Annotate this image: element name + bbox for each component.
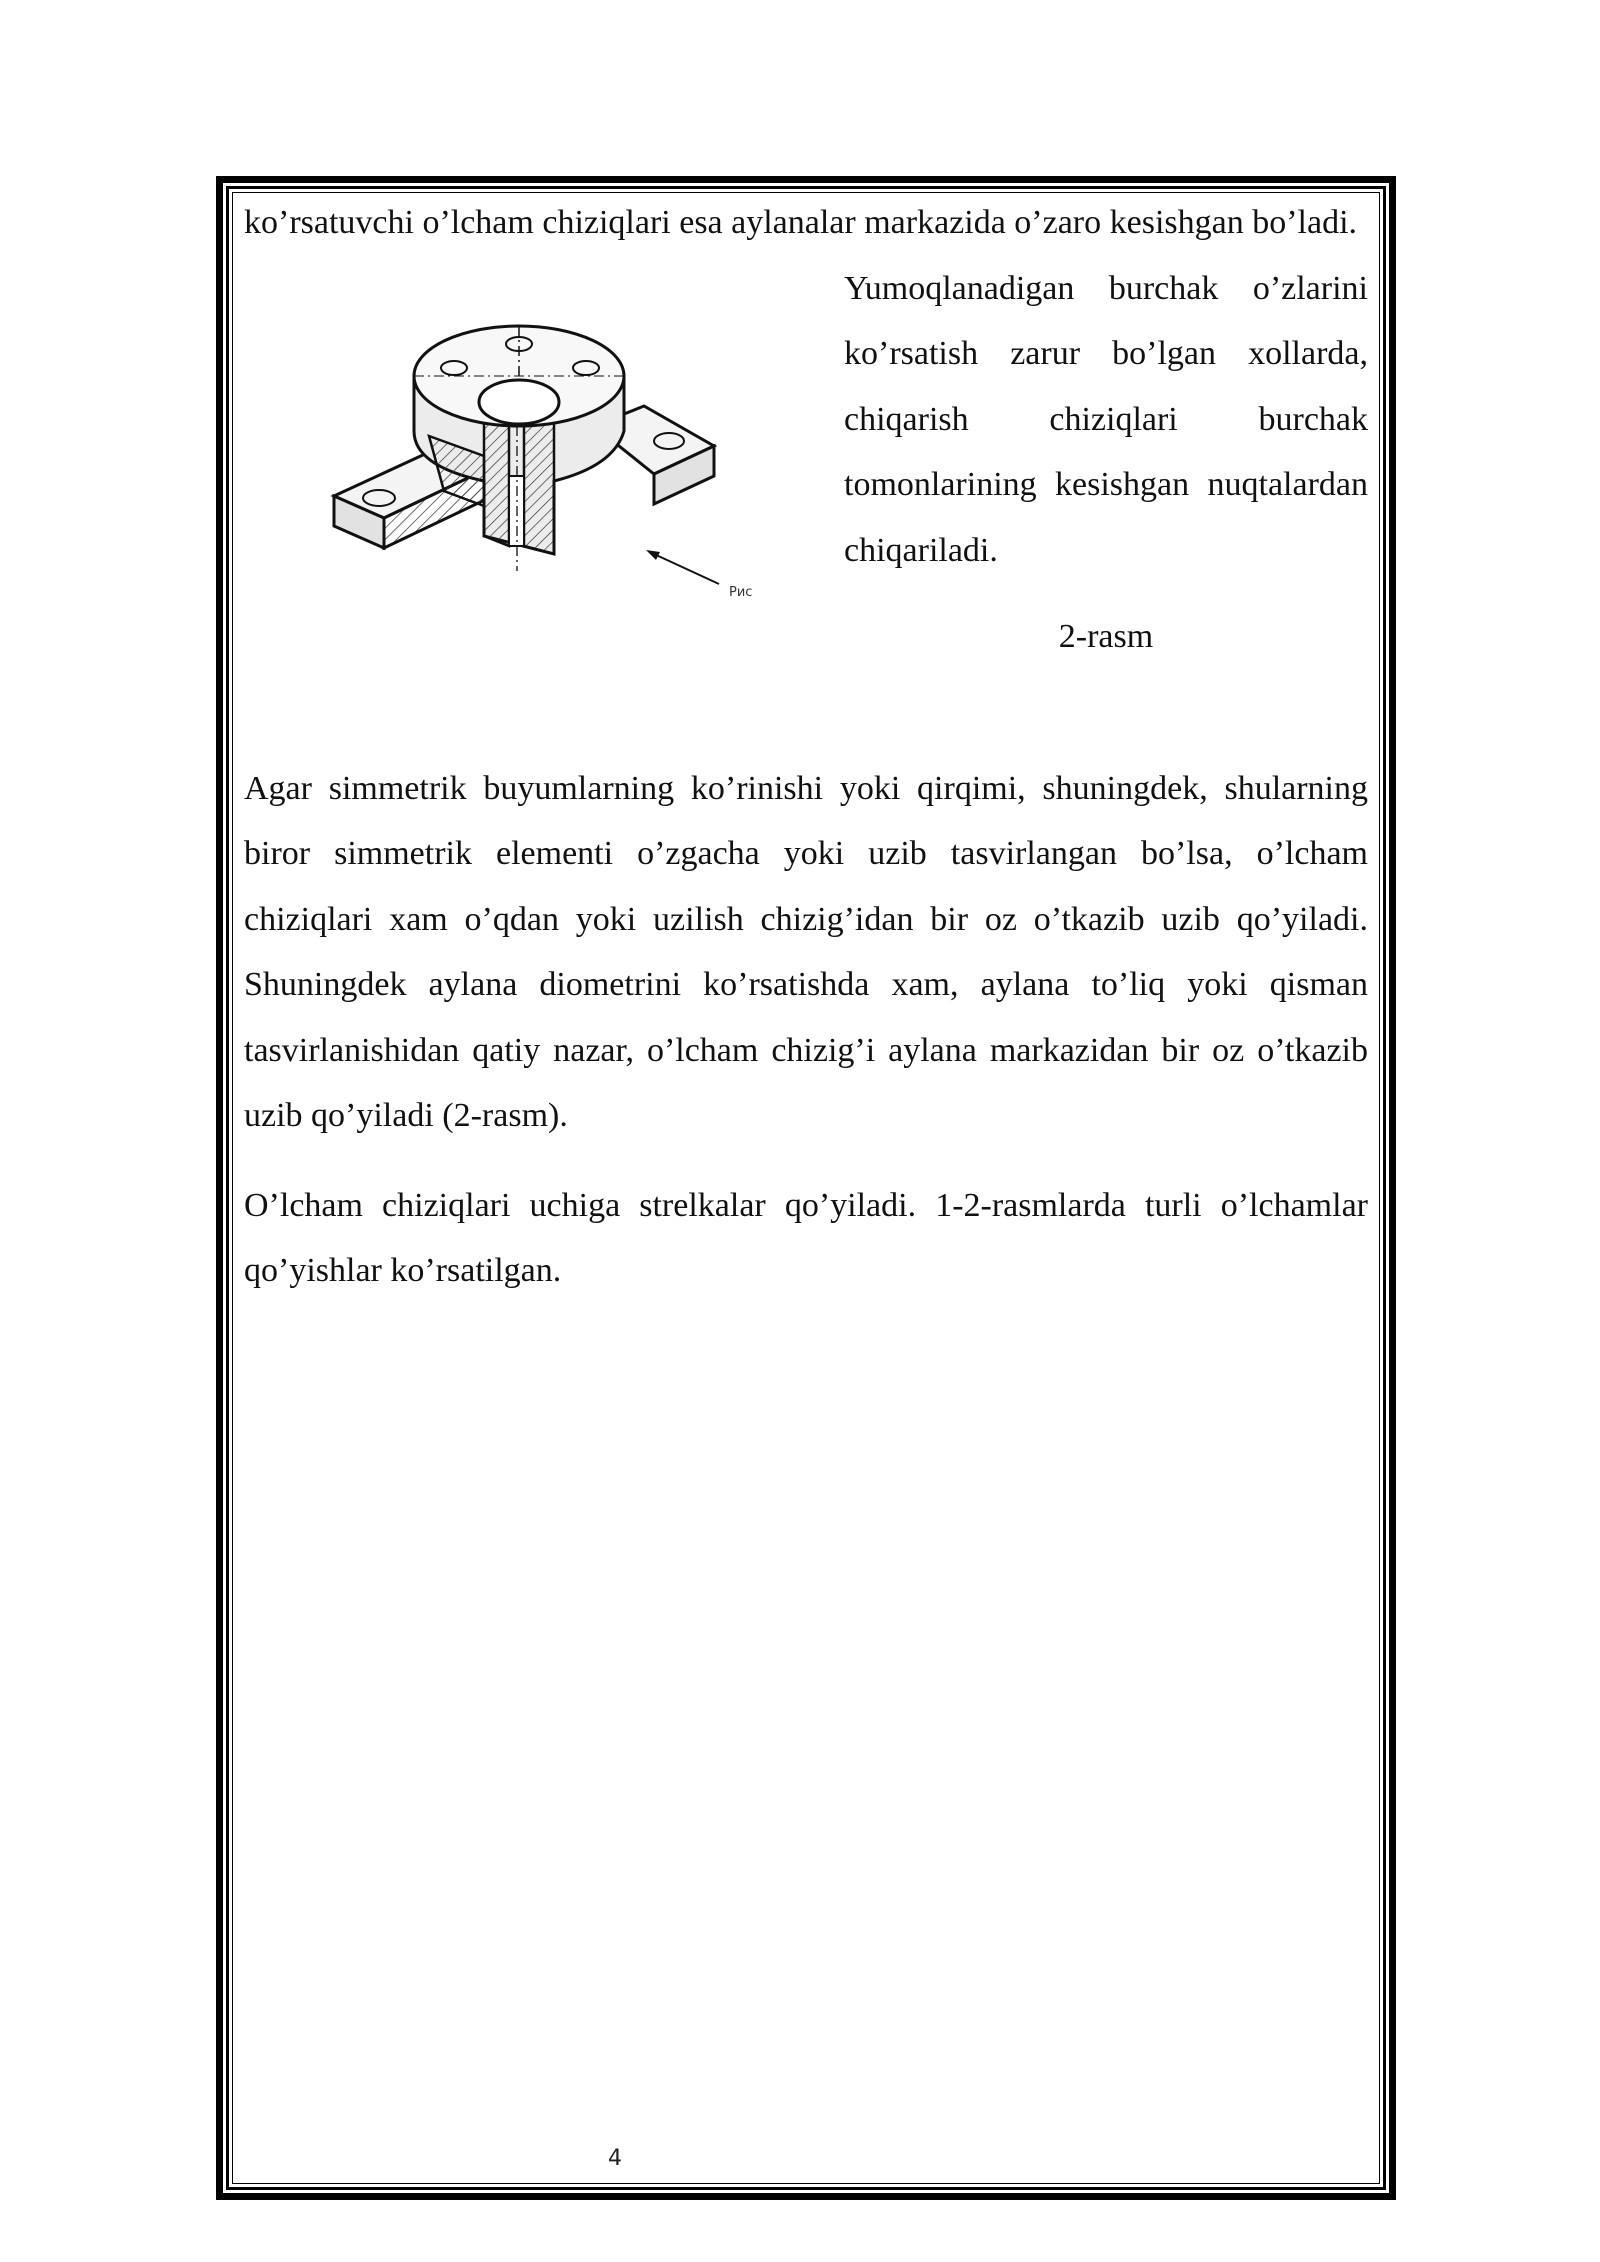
page-number: 4 (608, 2146, 622, 2171)
figure-label: Рис (729, 584, 753, 600)
paragraph-3: O’lcham chiziqlari uchiga strelkalar qo’yiladi. 1-2-rasmlarda turli o’lchamlar qo’yishlar ko’rsatilgan. (244, 1186, 1368, 1289)
isometric-part-figure (324, 306, 784, 636)
figure-side-text: Yumoqlanadigan burchak o’zlarini ko’rsatish zarur bo’lgan xollarda, chiqarish chiziqlari burchak tomonlarining kesishgan nuqtalardan chiqariladi. (844, 269, 1368, 569)
paragraph-2: Agar simmetrik buyumlarning ko’rinishi yoki qirqimi, shuningdek, shularning biror simmetrik elementi o’zgacha yoki uzib tasvirlangan bo’lsa, o’lcham chiziqlari xam o’qdan yoki uzilish chizig’idan bir oz o’tkazib uzib qo’yiladi. Shuningdek aylana diometrini ko’rsatishda xam, aylana to’liq yoki qisman tasvirlanishidan qatiy nazar, o’lcham chizig’i aylana markazidan bir oz o’tkazib uzib qo’yiladi (2-rasm). (244, 769, 1368, 1134)
figure-row (244, 256, 1368, 712)
page-content (244, 190, 1368, 1304)
figure-caption: 2-rasm (1058, 617, 1154, 655)
paragraph-1: ko’rsatuvchi o’lcham chiziqlari esa aylanalar markazida o’zaro kesishgan bo’ladi. (244, 204, 1358, 241)
